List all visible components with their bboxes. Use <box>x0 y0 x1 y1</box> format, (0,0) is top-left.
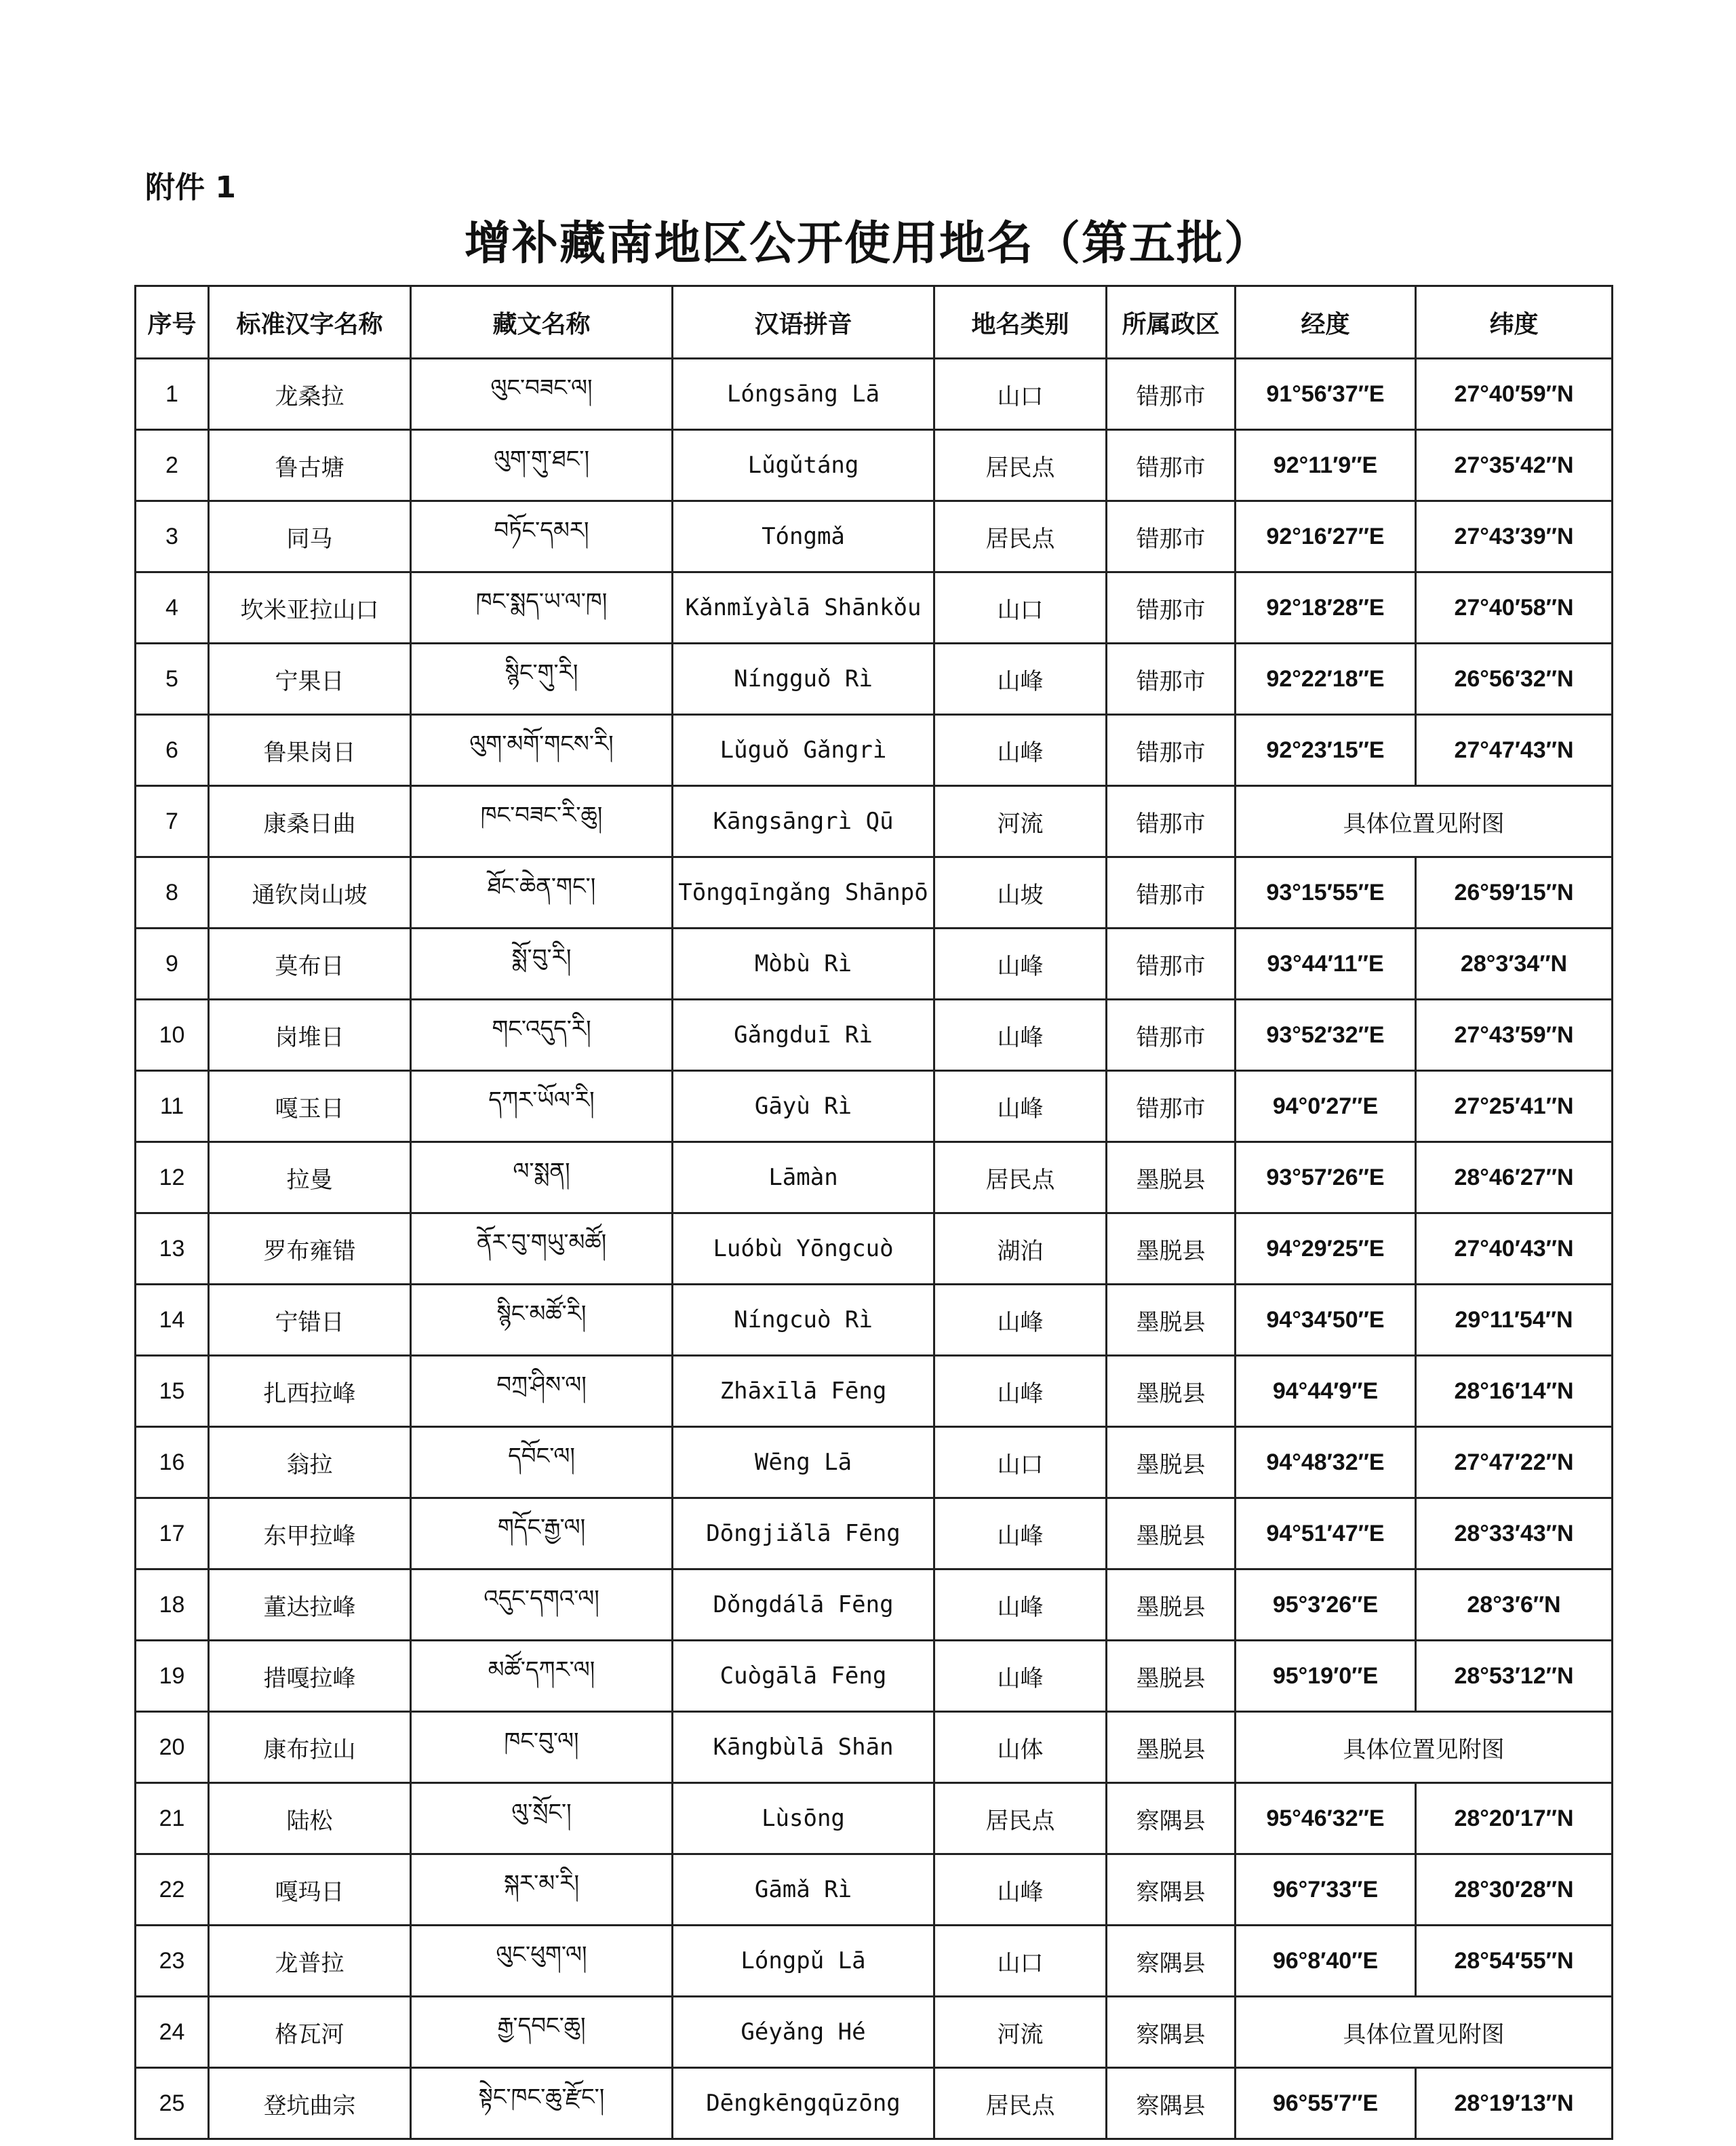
table-row <box>136 857 1613 929</box>
chinese-name: 罗布雍错 <box>209 1213 411 1285</box>
column-header-pinyin: 汉语拼音 <box>673 286 934 359</box>
chinese-name: 嘎玛日 <box>209 1854 411 1926</box>
tibetan-name: ཁང་བུ་ལ། <box>411 1712 673 1783</box>
admin-region: 察隅县 <box>1107 1854 1236 1926</box>
place-category: 居民点 <box>934 2068 1107 2139</box>
latitude: 27°43′59″N <box>1416 1000 1613 1071</box>
chinese-name: 嘎玉日 <box>209 1071 411 1142</box>
pinyin-name: Lāmàn <box>673 1142 934 1213</box>
table-row <box>136 1641 1613 1712</box>
chinese-name: 措嘎拉峰 <box>209 1641 411 1712</box>
admin-region: 错那市 <box>1107 715 1236 786</box>
table-row <box>136 501 1613 572</box>
admin-region: 墨脱县 <box>1107 1498 1236 1569</box>
place-category: 山峰 <box>934 644 1107 715</box>
pinyin-name: Gāyù Rì <box>673 1071 934 1142</box>
place-category: 山峰 <box>934 1356 1107 1427</box>
pinyin-name: Wēng Lā <box>673 1427 934 1498</box>
row-number: 22 <box>136 1854 209 1926</box>
row-number: 13 <box>136 1213 209 1285</box>
place-category: 湖泊 <box>934 1213 1107 1285</box>
row-number: 9 <box>136 929 209 1000</box>
admin-region: 错那市 <box>1107 501 1236 572</box>
place-category: 山峰 <box>934 1000 1107 1071</box>
chinese-name: 宁果日 <box>209 644 411 715</box>
longitude: 93°15′55″E <box>1236 857 1416 929</box>
row-number: 6 <box>136 715 209 786</box>
chinese-name: 董达拉峰 <box>209 1569 411 1641</box>
pinyin-name: Dōngjiǎlā Fēng <box>673 1498 934 1569</box>
latitude: 27°43′39″N <box>1416 501 1613 572</box>
longitude: 96°55′7″E <box>1236 2068 1416 2139</box>
longitude: 93°57′26″E <box>1236 1142 1416 1213</box>
row-number: 10 <box>136 1000 209 1071</box>
column-header-lon: 经度 <box>1236 286 1416 359</box>
place-category: 山峰 <box>934 1854 1107 1926</box>
pinyin-name: Kāngbùlā Shān <box>673 1712 934 1783</box>
longitude: 94°0′27″E <box>1236 1071 1416 1142</box>
tibetan-name: སྙིང་གུ་རི། <box>411 644 673 715</box>
table-row <box>136 1569 1613 1641</box>
latitude: 28°53′12″N <box>1416 1641 1613 1712</box>
place-category: 山峰 <box>934 1569 1107 1641</box>
admin-region: 察隅县 <box>1107 1783 1236 1854</box>
row-number: 23 <box>136 1926 209 1997</box>
latitude: 27°47′43″N <box>1416 715 1613 786</box>
row-number: 4 <box>136 572 209 644</box>
chinese-name: 陆松 <box>209 1783 411 1854</box>
row-number: 16 <box>136 1427 209 1498</box>
table-row <box>136 644 1613 715</box>
admin-region: 错那市 <box>1107 430 1236 501</box>
longitude: 91°56′37″E <box>1236 359 1416 430</box>
tibetan-name: གདོང་རྒྱ་ལ། <box>411 1498 673 1569</box>
chinese-name: 通钦岗山坡 <box>209 857 411 929</box>
longitude: 96°8′40″E <box>1236 1926 1416 1997</box>
latitude: 28°46′27″N <box>1416 1142 1613 1213</box>
tibetan-name: སྨོ་བུ་རི། <box>411 929 673 1000</box>
tibetan-name: མཚོ་དཀར་ལ། <box>411 1641 673 1712</box>
chinese-name: 康桑日曲 <box>209 786 411 857</box>
table-row <box>136 359 1613 430</box>
chinese-name: 格瓦河 <box>209 1997 411 2068</box>
pinyin-name: Cuògālā Fēng <box>673 1641 934 1712</box>
table-header-row <box>136 286 1613 359</box>
latitude: 26°59′15″N <box>1416 857 1613 929</box>
table-row <box>136 1427 1613 1498</box>
latitude: 26°56′32″N <box>1416 644 1613 715</box>
latitude: 28°16′14″N <box>1416 1356 1613 1427</box>
admin-region: 墨脱县 <box>1107 1213 1236 1285</box>
table-row <box>136 1854 1613 1926</box>
admin-region: 墨脱县 <box>1107 1427 1236 1498</box>
chinese-name: 莫布日 <box>209 929 411 1000</box>
row-number: 1 <box>136 359 209 430</box>
column-header-tib: 藏文名称 <box>411 286 673 359</box>
place-category: 山口 <box>934 1926 1107 1997</box>
latitude: 28°33′43″N <box>1416 1498 1613 1569</box>
tibetan-name: འདུང་དགའ་ལ། <box>411 1569 673 1641</box>
chinese-name: 鲁古塘 <box>209 430 411 501</box>
chinese-name: 拉曼 <box>209 1142 411 1213</box>
admin-region: 错那市 <box>1107 572 1236 644</box>
admin-region: 错那市 <box>1107 857 1236 929</box>
tibetan-name: རྒྱ་དབང་ཆུ། <box>411 1997 673 2068</box>
chinese-name: 龙普拉 <box>209 1926 411 1997</box>
table-row <box>136 1000 1613 1071</box>
longitude: 93°44′11″E <box>1236 929 1416 1000</box>
table-row <box>136 715 1613 786</box>
table-row <box>136 1213 1613 1285</box>
column-header-lat: 纬度 <box>1416 286 1613 359</box>
row-number: 17 <box>136 1498 209 1569</box>
row-number: 12 <box>136 1142 209 1213</box>
admin-region: 错那市 <box>1107 1000 1236 1071</box>
column-header-no: 序号 <box>136 286 209 359</box>
row-number: 20 <box>136 1712 209 1783</box>
admin-region: 墨脱县 <box>1107 1569 1236 1641</box>
chinese-name: 翁拉 <box>209 1427 411 1498</box>
admin-region: 墨脱县 <box>1107 1142 1236 1213</box>
document-title: 增补藏南地区公开使用地名（第五批） <box>464 216 1271 271</box>
admin-region: 察隅县 <box>1107 1926 1236 1997</box>
latitude: 28°20′17″N <box>1416 1783 1613 1854</box>
admin-region: 墨脱县 <box>1107 1712 1236 1783</box>
tibetan-name: བཀྲ་ཤིས་ལ། <box>411 1356 673 1427</box>
place-category: 山峰 <box>934 1641 1107 1712</box>
pinyin-name: Lóngsāng Lā <box>673 359 934 430</box>
longitude: 92°23′15″E <box>1236 715 1416 786</box>
latitude: 28°3′34″N <box>1416 929 1613 1000</box>
chinese-name: 扎西拉峰 <box>209 1356 411 1427</box>
pinyin-name: Géyǎng Hé <box>673 1997 934 2068</box>
chinese-name: 康布拉山 <box>209 1712 411 1783</box>
latitude: 27°40′58″N <box>1416 572 1613 644</box>
longitude: 94°34′50″E <box>1236 1285 1416 1356</box>
place-category: 山口 <box>934 359 1107 430</box>
row-number: 21 <box>136 1783 209 1854</box>
pinyin-name: Luóbù Yōngcuò <box>673 1213 934 1285</box>
row-number: 14 <box>136 1285 209 1356</box>
longitude: 95°3′26″E <box>1236 1569 1416 1641</box>
table-row <box>136 1356 1613 1427</box>
latitude: 28°30′28″N <box>1416 1854 1613 1926</box>
row-number: 5 <box>136 644 209 715</box>
chinese-name: 岗堆日 <box>209 1000 411 1071</box>
place-category: 居民点 <box>934 430 1107 501</box>
longitude: 94°44′9″E <box>1236 1356 1416 1427</box>
table-row <box>136 1142 1613 1213</box>
latitude: 28°3′6″N <box>1416 1569 1613 1641</box>
longitude: 95°46′32″E <box>1236 1783 1416 1854</box>
place-category: 山坡 <box>934 857 1107 929</box>
pinyin-name: Dēngkēngqūzōng <box>673 2068 934 2139</box>
admin-region: 察隅县 <box>1107 2068 1236 2139</box>
longitude: 92°16′27″E <box>1236 501 1416 572</box>
tibetan-name: དབོང་ལ། <box>411 1427 673 1498</box>
place-category: 居民点 <box>934 1142 1107 1213</box>
pinyin-name: Lóngpǔ Lā <box>673 1926 934 1997</box>
table-row <box>136 1498 1613 1569</box>
admin-region: 墨脱县 <box>1107 1641 1236 1712</box>
chinese-name: 登坑曲宗 <box>209 2068 411 2139</box>
chinese-name: 同马 <box>209 501 411 572</box>
longitude: 95°19′0″E <box>1236 1641 1416 1712</box>
attachment-label: 附件 1 <box>145 170 236 205</box>
row-number: 8 <box>136 857 209 929</box>
longitude: 93°52′32″E <box>1236 1000 1416 1071</box>
pinyin-name: Tóngmǎ <box>673 501 934 572</box>
admin-region: 错那市 <box>1107 929 1236 1000</box>
tibetan-name: ཐོང་ཆེན་གང་། <box>411 857 673 929</box>
column-header-admin: 所属政区 <box>1107 286 1236 359</box>
longitude: 94°48′32″E <box>1236 1427 1416 1498</box>
pinyin-name: Níngguǒ Rì <box>673 644 934 715</box>
latitude: 27°35′42″N <box>1416 430 1613 501</box>
chinese-name: 鲁果岗日 <box>209 715 411 786</box>
tibetan-name: སྟེང་ཁང་ཆུ་རྫོང་། <box>411 2068 673 2139</box>
column-header-category: 地名类别 <box>934 286 1107 359</box>
latitude: 28°54′55″N <box>1416 1926 1613 1997</box>
table-row <box>136 1071 1613 1142</box>
pinyin-name: Lùsōng <box>673 1783 934 1854</box>
pinyin-name: Níngcuò Rì <box>673 1285 934 1356</box>
pinyin-name: Kāngsāngrì Qū <box>673 786 934 857</box>
place-category: 山峰 <box>934 1498 1107 1569</box>
table-body <box>136 359 1613 2139</box>
chinese-name: 宁错日 <box>209 1285 411 1356</box>
row-number: 19 <box>136 1641 209 1712</box>
tibetan-name: ནོར་བུ་གཡུ་མཚོ། <box>411 1213 673 1285</box>
row-number: 15 <box>136 1356 209 1427</box>
tibetan-name: ལུང་བཟང་ལ། <box>411 359 673 430</box>
tibetan-name: ཁང་བཟང་རི་ཆུ། <box>411 786 673 857</box>
latitude: 27°40′59″N <box>1416 359 1613 430</box>
admin-region: 墨脱县 <box>1107 1356 1236 1427</box>
tibetan-name: གང་འདུད་རི། <box>411 1000 673 1071</box>
pinyin-name: Tōngqīngǎng Shānpō <box>673 857 934 929</box>
tibetan-name: དཀར་ཡོལ་རི། <box>411 1071 673 1142</box>
place-names-table <box>134 285 1613 2140</box>
place-category: 山峰 <box>934 1071 1107 1142</box>
table-row <box>136 572 1613 644</box>
admin-region: 错那市 <box>1107 359 1236 430</box>
tibetan-name: ཁང་སྨད་ཡ་ལ་ཁ། <box>411 572 673 644</box>
tibetan-name: ལུག་མགོ་གངས་རི། <box>411 715 673 786</box>
row-number: 2 <box>136 430 209 501</box>
place-category: 河流 <box>934 786 1107 857</box>
latitude: 29°11′54″N <box>1416 1285 1613 1356</box>
see-map-note: 具体位置见附图 <box>1236 1712 1613 1783</box>
longitude: 92°18′28″E <box>1236 572 1416 644</box>
place-category: 山口 <box>934 572 1107 644</box>
tibetan-name: བཏོང་དམར། <box>411 501 673 572</box>
longitude: 92°22′18″E <box>1236 644 1416 715</box>
row-number: 3 <box>136 501 209 572</box>
pinyin-name: Gāmǎ Rì <box>673 1854 934 1926</box>
place-category: 山峰 <box>934 715 1107 786</box>
pinyin-name: Mòbù Rì <box>673 929 934 1000</box>
latitude: 27°25′41″N <box>1416 1071 1613 1142</box>
place-category: 山峰 <box>934 1285 1107 1356</box>
longitude: 94°29′25″E <box>1236 1213 1416 1285</box>
pinyin-name: Lǔgǔtáng <box>673 430 934 501</box>
pinyin-name: Gǎngduī Rì <box>673 1000 934 1071</box>
longitude: 94°51′47″E <box>1236 1498 1416 1569</box>
admin-region: 错那市 <box>1107 1071 1236 1142</box>
pinyin-name: Zhāxīlā Fēng <box>673 1356 934 1427</box>
chinese-name: 东甲拉峰 <box>209 1498 411 1569</box>
table-row <box>136 1926 1613 1997</box>
table-row <box>136 1997 1613 2068</box>
row-number: 25 <box>136 2068 209 2139</box>
tibetan-name: ལ་སྨན། <box>411 1142 673 1213</box>
table-row <box>136 2068 1613 2139</box>
tibetan-name: ལུ་སྲོང་། <box>411 1783 673 1854</box>
table-row <box>136 929 1613 1000</box>
admin-region: 墨脱县 <box>1107 1285 1236 1356</box>
row-number: 24 <box>136 1997 209 2068</box>
chinese-name: 龙桑拉 <box>209 359 411 430</box>
pinyin-name: Lǔguǒ Gǎngrì <box>673 715 934 786</box>
pinyin-name: Kǎnmǐyàlā Shānkǒu <box>673 572 934 644</box>
place-category: 居民点 <box>934 1783 1107 1854</box>
tibetan-name: ལུག་གུ་ཐང་། <box>411 430 673 501</box>
see-map-note: 具体位置见附图 <box>1236 1997 1613 2068</box>
tibetan-name: སྐར་མ་རི། <box>411 1854 673 1926</box>
place-category: 居民点 <box>934 501 1107 572</box>
place-category: 山峰 <box>934 929 1107 1000</box>
place-category: 山体 <box>934 1712 1107 1783</box>
row-number: 18 <box>136 1569 209 1641</box>
chinese-name: 坎米亚拉山口 <box>209 572 411 644</box>
longitude: 92°11′9″E <box>1236 430 1416 501</box>
longitude: 96°7′33″E <box>1236 1854 1416 1926</box>
place-category: 河流 <box>934 1997 1107 2068</box>
admin-region: 错那市 <box>1107 786 1236 857</box>
table-row <box>136 1783 1613 1854</box>
row-number: 11 <box>136 1071 209 1142</box>
column-header-han: 标准汉字名称 <box>209 286 411 359</box>
latitude: 27°47′22″N <box>1416 1427 1613 1498</box>
tibetan-name: སྙིང་མཚོ་རི། <box>411 1285 673 1356</box>
table-row <box>136 430 1613 501</box>
row-number: 7 <box>136 786 209 857</box>
admin-region: 察隅县 <box>1107 1997 1236 2068</box>
tibetan-name: ལུང་ཕུག་ལ། <box>411 1926 673 1997</box>
admin-region: 错那市 <box>1107 644 1236 715</box>
see-map-note: 具体位置见附图 <box>1236 786 1613 857</box>
table-row <box>136 1285 1613 1356</box>
pinyin-name: Dǒngdálā Fēng <box>673 1569 934 1641</box>
table-row <box>136 1712 1613 1783</box>
place-category: 山口 <box>934 1427 1107 1498</box>
table-row <box>136 786 1613 857</box>
latitude: 27°40′43″N <box>1416 1213 1613 1285</box>
latitude: 28°19′13″N <box>1416 2068 1613 2139</box>
